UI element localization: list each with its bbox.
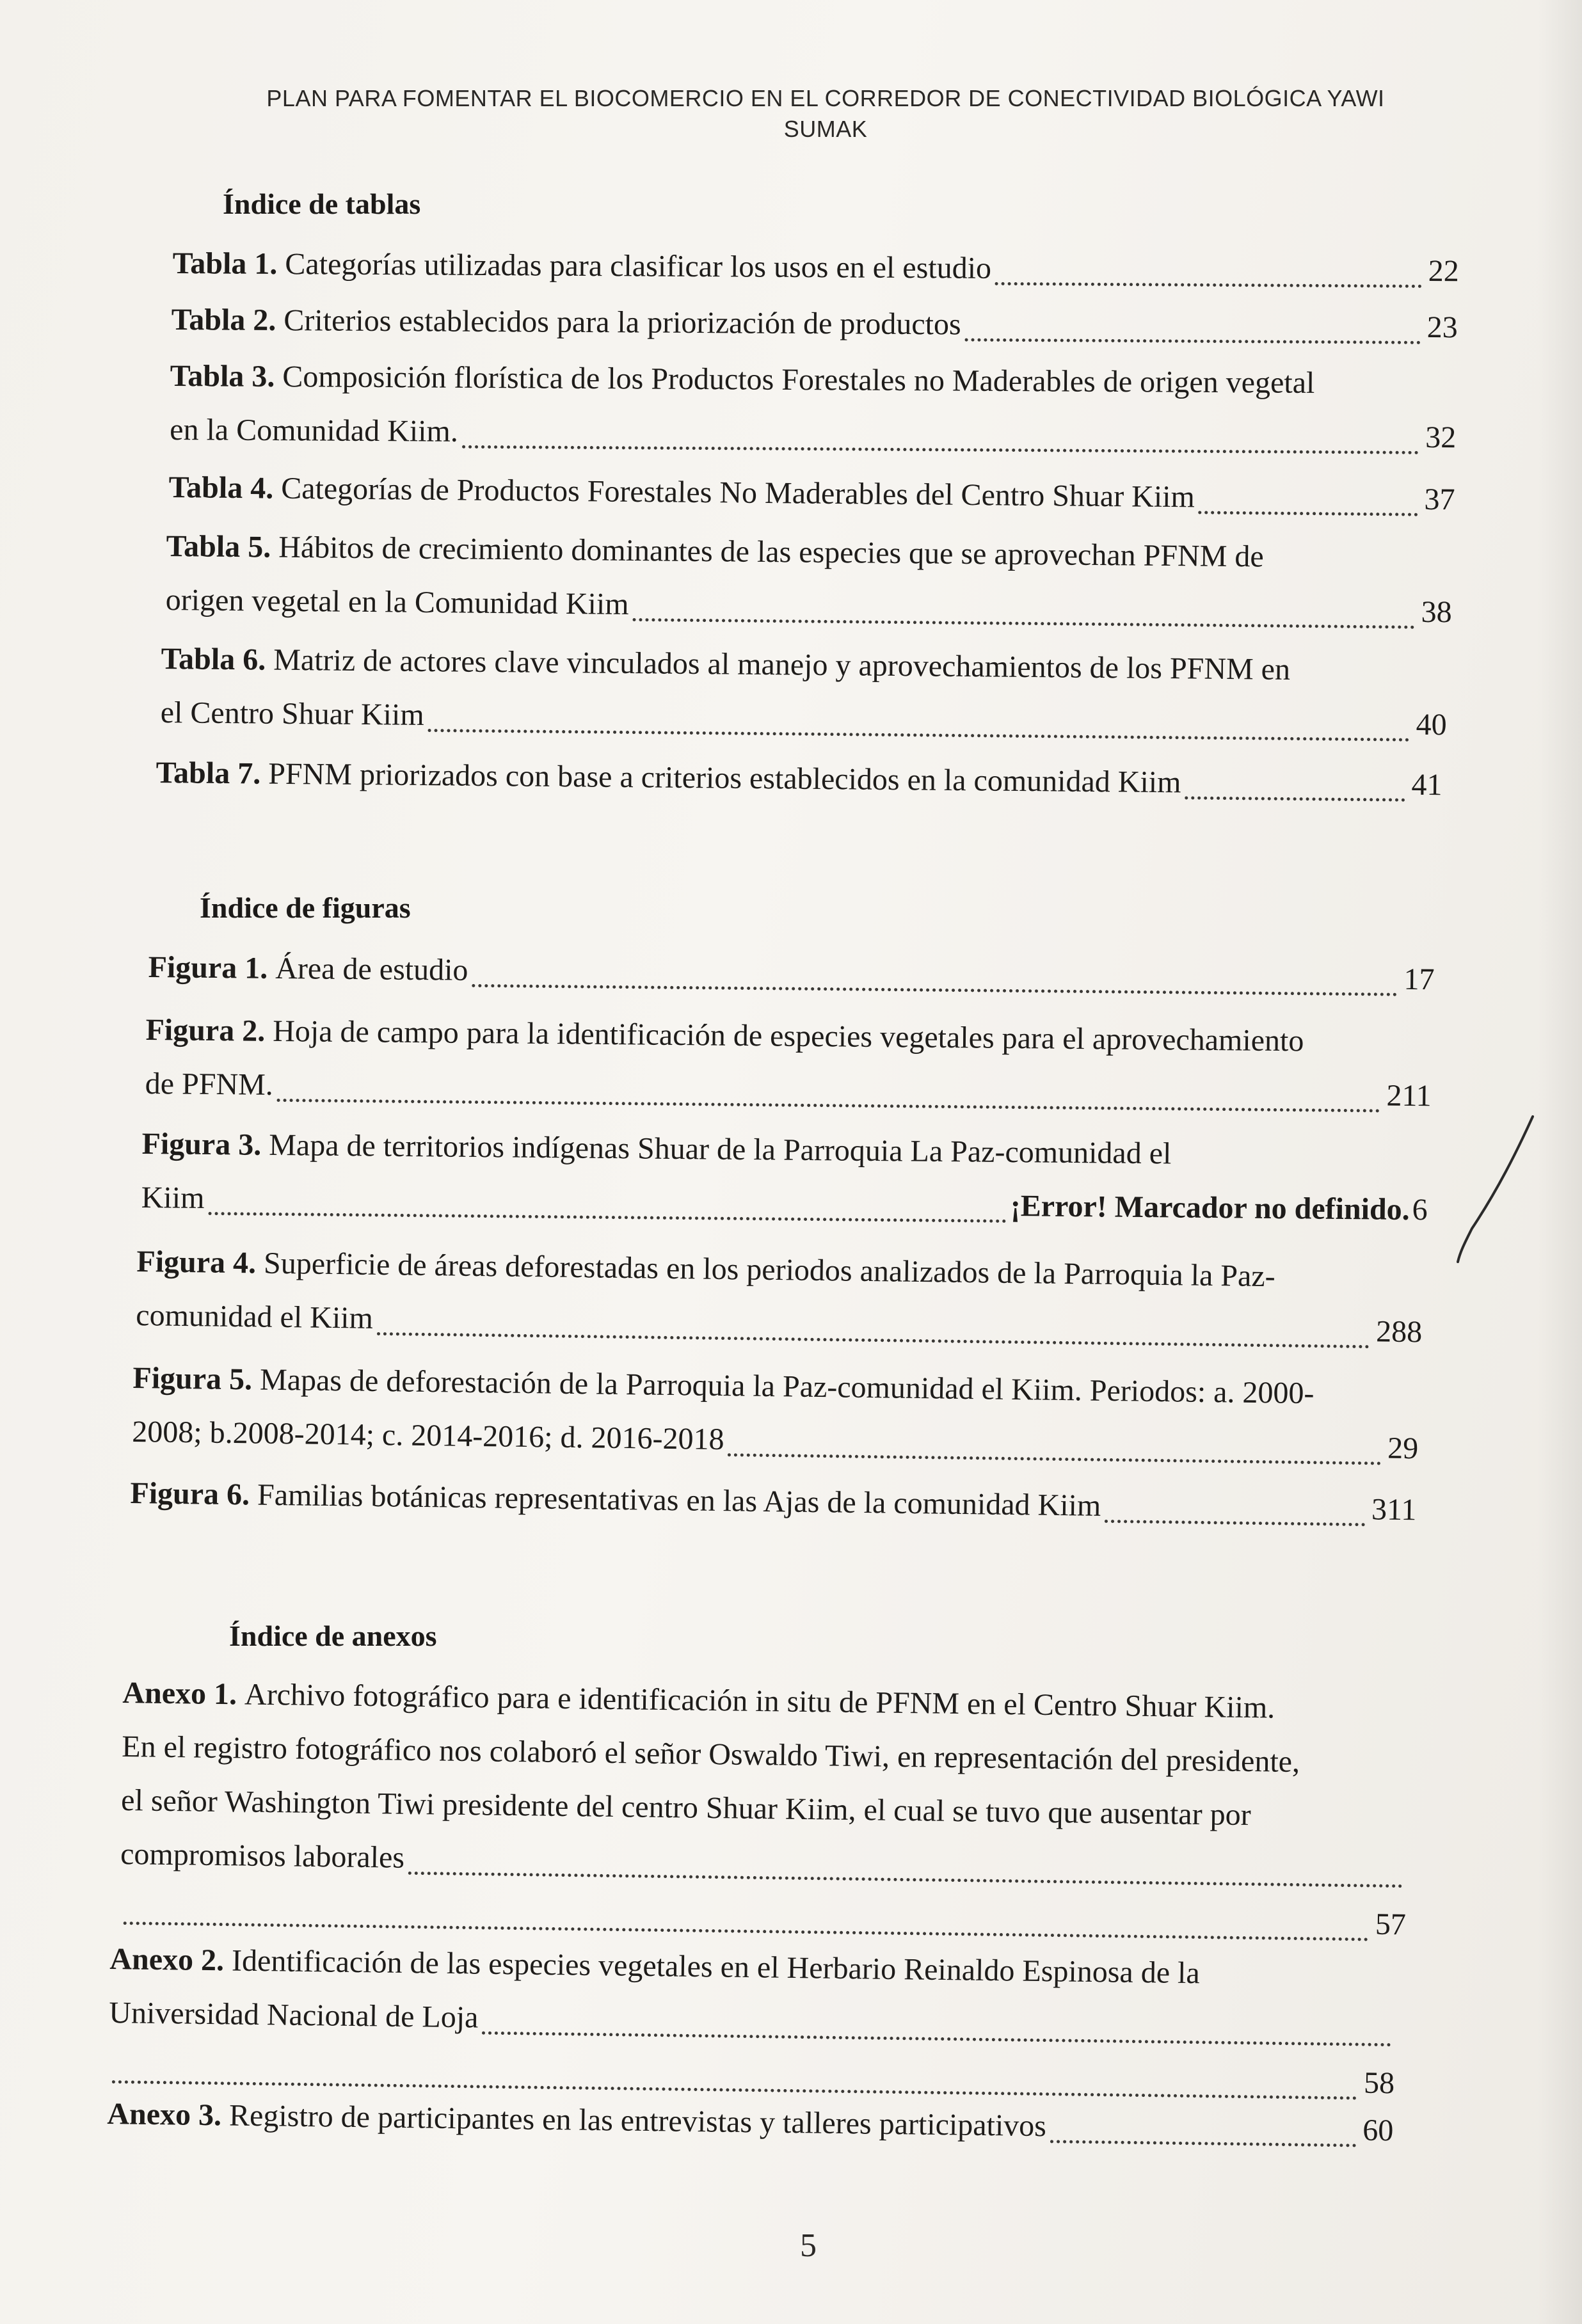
- toc-entry-figura-5[interactable]: Figura 5. Mapas de deforestación de la Parroquia la Paz-comunidad el Kiim. Periodos: a. 2000- 2008; b.2008-2014; c. 2014-2016; d. 2016-2018 29: [132, 1360, 1419, 1466]
- anexos-title: Índice de anexos: [229, 1620, 437, 1652]
- figuras-title: Índice de figuras: [200, 891, 411, 924]
- toc-entry-anexo-2[interactable]: Anexo 2. Identificación de las especies vegetales en el Herbario Reinaldo Espinosa de la Universidad Nacional de Loja 58: [109, 1941, 1395, 2101]
- toc-entry-tabla-7[interactable]: Tabla 7. PFNM priorizados con base a criterios establecidos en la comunidad Kiim 41: [156, 755, 1442, 802]
- page-number: 5: [800, 2227, 817, 2264]
- toc-entry-tabla-5[interactable]: Tabla 5. Hábitos de crecimiento dominantes de las especies que se aprovechan PFNM de origen vegetal en la Comunidad Kiim 38: [165, 529, 1452, 630]
- toc-entry-figura-3[interactable]: Figura 3. Mapa de territorios indígenas Shuar de la Parroquia La Paz-comunidad el Kiim ¡Error! Marcador no definido. 6: [141, 1126, 1428, 1227]
- tablas-title: Índice de tablas: [223, 187, 421, 220]
- toc-entry-figura-4[interactable]: Figura 4. Superficie de áreas deforestadas en los periodos analizados de la Parroquia la Paz- comunidad el Kiim 288: [136, 1244, 1423, 1349]
- toc-entry-anexo-3[interactable]: Anexo 3. Registro de participantes en las entrevistas y talleres participativos 60: [107, 2096, 1394, 2148]
- toc-entry-anexo-1[interactable]: Anexo 1. Archivo fotográfico para e identificación in situ de PFNM en el Centro Shuar Kiim. En el registro fotográfico nos colaboró el señor Oswaldo Tiwi, en representación del presidente, el señor Washington Tiwi presidente del centro Shuar Kiim, el cual se tuvo que ausentar por compromisos laborales 57: [120, 1675, 1407, 1942]
- toc-entry-tabla-6[interactable]: Tabla 6. Matriz de actores clave vinculados al manejo y aprovechamientos de los PFNM en el Centro Shuar Kiim 40: [160, 641, 1447, 742]
- toc-entry-tabla-1[interactable]: Tabla 1. Categorías utilizadas para clasificar los usos en el estudio 22: [172, 246, 1459, 289]
- page-edge-shadow: [1537, 0, 1582, 2324]
- toc-entry-tabla-2[interactable]: Tabla 2. Criterios establecidos para la priorización de productos 23: [171, 302, 1458, 345]
- toc-entry-figura-6[interactable]: Figura 6. Familias botánicas representativas en las Ajas de la comunidad Kiim 311: [130, 1476, 1417, 1527]
- header-line-2: SUMAK: [783, 116, 868, 142]
- toc-entry-figura-1[interactable]: Figura 1. Área de estudio 17: [148, 950, 1435, 997]
- toc-entry-tabla-3[interactable]: Tabla 3. Composición florística de los Productos Forestales no Maderables de origen vegetal en la Comunidad Kiim. 32: [170, 358, 1457, 455]
- header-line-1: PLAN PARA FOMENTAR EL BIOCOMERCIO EN EL CORREDOR DE CONECTIVIDAD BIOLÓGICA YAWI: [266, 85, 1385, 111]
- running-header: [192, 83, 1459, 145]
- pen-slash-mark: [1453, 1113, 1536, 1267]
- toc-entry-figura-2[interactable]: Figura 2. Hoja de campo para la identificación de especies vegetales para el aprovechamiento de PFNM. 211: [145, 1012, 1432, 1113]
- toc-entry-tabla-4[interactable]: Tabla 4. Categorías de Productos Forestales No Maderables del Centro Shuar Kiim 37: [168, 470, 1455, 517]
